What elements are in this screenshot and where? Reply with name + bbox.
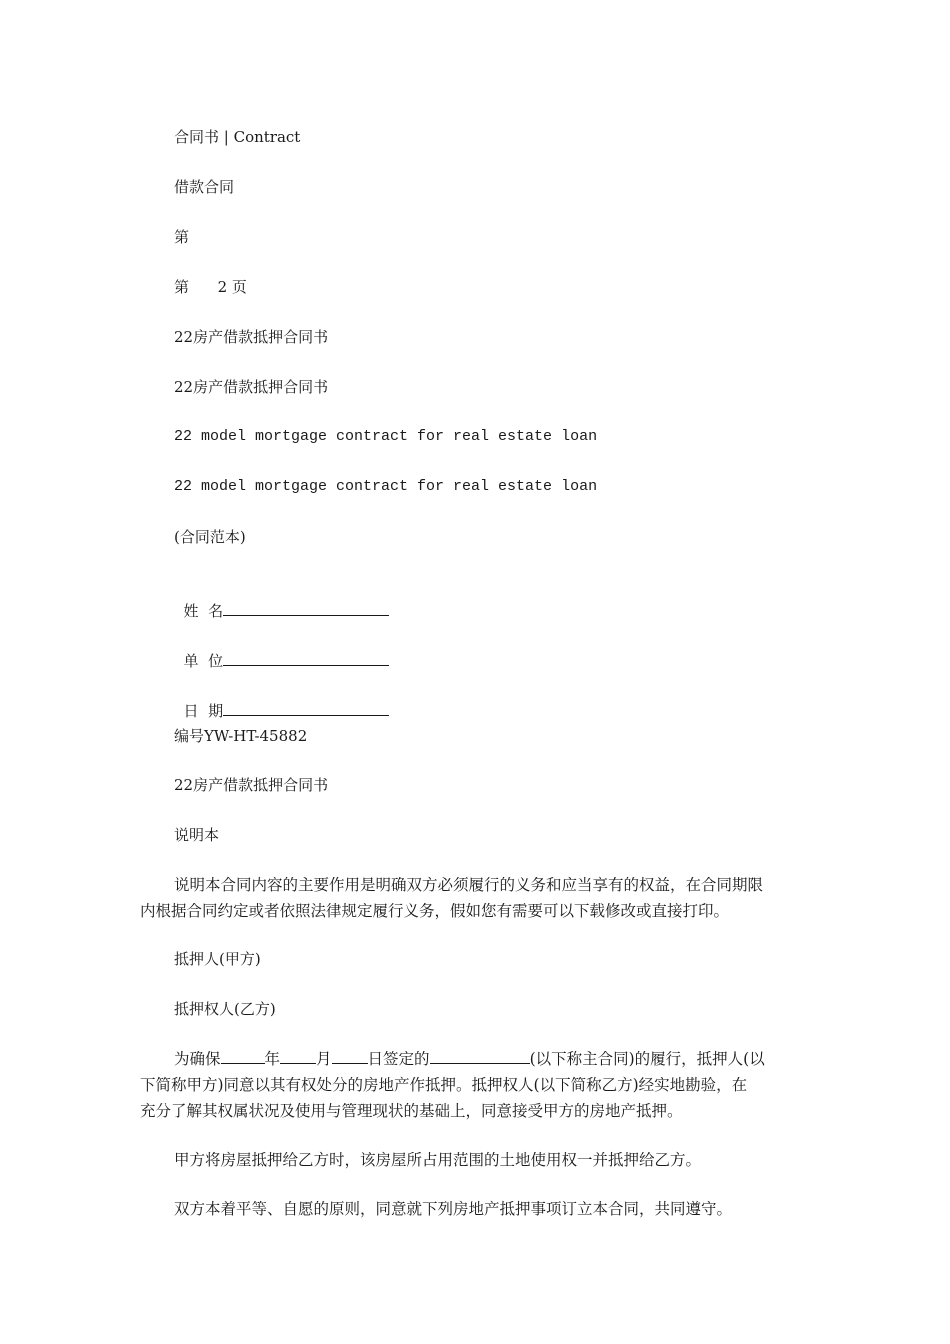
unit-field (174, 625, 389, 673)
clause-1-text-d: 日签定的 (367, 1050, 430, 1068)
unit-blank (223, 649, 389, 666)
document-number: 编号YW-HT-45882 (174, 727, 308, 745)
party-a-label: 抵押人(甲方) (174, 950, 261, 968)
contract-type-title: 借款合同 (174, 178, 235, 196)
clause-1-line-3: 充分了解其权属状况及使用与管理现状的基础上，同意接受甲方的房地产抵押。 (140, 1102, 683, 1120)
clause-3: 双方本着平等、自愿的原则，同意就下列房地产抵押事项订立本合同，共同遵守。 (174, 1200, 733, 1218)
date-field (174, 675, 389, 723)
clause-1-line-2: 下简称甲方)同意以其有权处分的房地产作抵押。抵押权人(以下简称乙方)经实地勘验，在 (140, 1076, 748, 1094)
note-paragraph-line-1: 说明本合同内容的主要作用是明确双方必须履行的义务和应当享有的权益，在合同期限 (174, 876, 764, 894)
unit-label: 单 位 (183, 652, 224, 670)
contract-blank (430, 1047, 530, 1064)
body-title: 22房产借款抵押合同书 (174, 776, 329, 794)
cover-title-cn-1: 22房产借款抵押合同书 (174, 328, 329, 346)
day-blank (332, 1047, 368, 1064)
year-blank (221, 1047, 265, 1064)
cover-title-cn-2: 22房产借款抵押合同书 (174, 378, 329, 396)
cover-subtitle: (合同范本) (174, 528, 246, 546)
party-b-label: 抵押权人(乙方) (174, 1000, 276, 1018)
cover-title-en-2: 22 model mortgage contract for real estate loan (174, 478, 598, 495)
clause-1-text-c: 月 (316, 1050, 332, 1068)
clause-1-text-b: 年 (264, 1050, 281, 1068)
note-heading: 说明本 (174, 826, 220, 844)
name-field (174, 575, 389, 623)
month-blank (280, 1047, 316, 1064)
clause-1-line-1 (174, 1046, 765, 1072)
doc-type-header: 合同书 | Contract (174, 128, 301, 146)
name-blank (223, 599, 389, 616)
note-paragraph-line-2: 内根据合同约定或者依照法律规定履行义务，假如您有需要可以下载修改或直接打印。 (140, 902, 730, 920)
clause-1-text-a: 为确保 (174, 1050, 221, 1068)
name-label: 姓 名 (183, 602, 224, 620)
page-prefix: 第 (174, 228, 190, 246)
clause-2: 甲方将房屋抵押给乙方时，该房屋所占用范围的土地使用权一并抵押给乙方。 (174, 1151, 702, 1169)
cover-title-en-1: 22 model mortgage contract for real estate loan (174, 428, 598, 445)
date-label: 日 期 (183, 702, 224, 720)
page-number-line: 第 2 页 (174, 278, 247, 296)
clause-1-text-e: (以下称主合同)的履行，抵押人(以 (529, 1050, 765, 1068)
date-blank (223, 699, 389, 716)
